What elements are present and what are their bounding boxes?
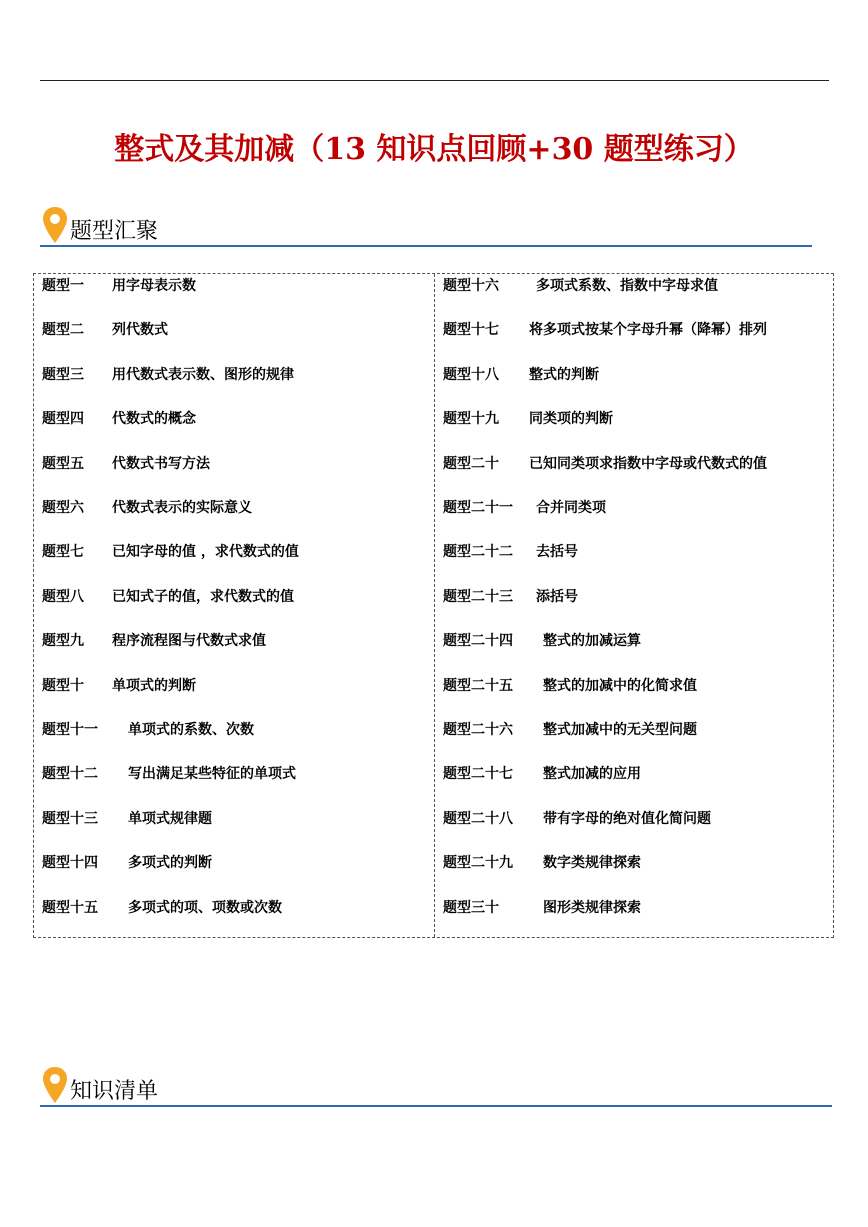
question-type-name: 多项式系数、指数中字母求值 [536,278,718,294]
question-type-name: 已知字母的值 ，求代数式的值 [112,544,299,561]
question-type-number: 题型十四 [42,855,98,872]
question-type-name: 单项式的判断 [112,677,196,694]
question-type-number: 题型二十二 [443,544,513,561]
question-type-name: 单项式的系数、次数 [128,722,254,738]
question-type-number: 题型二十八 [443,810,513,827]
question-type-name: 用字母表示数 [112,278,196,294]
question-type-name: 列代数式 [112,322,168,339]
section-title-types: 题型汇聚 [70,219,159,244]
question-type-number: 题型十五 [42,899,98,916]
question-type-name: 多项式的判断 [128,855,212,872]
question-type-name: 带有字母的绝对值化简问题 [543,810,711,827]
question-type-number: 题型二十四 [443,633,513,650]
question-type-number: 题型十二 [42,766,98,783]
question-type-name: 代数式的概念 [112,411,196,428]
question-type-number: 题型二十一 [443,500,513,516]
question-type-name: 整式的加减运算 [543,633,641,650]
section-underline [40,245,812,247]
question-type-name: 同类项的判断 [529,411,613,428]
question-type-name: 整式加减中的无关型问题 [543,722,697,738]
section-heading-types [40,205,812,247]
question-type-name: 多项式的项、项数或次数 [128,899,282,916]
question-type-name: 已知式子的值，求代数式的值 [112,588,294,605]
question-type-number: 题型二十六 [443,722,513,738]
question-types-table [33,273,834,938]
question-type-number: 题型一 [42,278,84,294]
map-pin-icon [40,1065,70,1105]
question-type-number: 题型十 [42,677,84,694]
question-type-number: 题型二十七 [443,766,513,783]
question-type-number: 题型十三 [42,810,98,827]
header-rule [40,80,829,81]
question-type-number: 题型十九 [443,411,499,428]
question-type-name: 已知同类项求指数中字母或代数式的值 [529,455,767,472]
question-type-name: 添括号 [536,588,578,605]
page-title: 整式及其加减（13 知识点回顾+30 题型练习） [114,132,754,167]
question-type-number: 题型二十 [443,455,499,472]
question-type-number: 题型五 [42,455,84,472]
question-type-number: 题型十八 [443,366,499,383]
section-underline [40,1105,832,1107]
question-type-number: 题型三 [42,366,84,383]
question-type-number: 题型二十五 [443,677,513,694]
question-type-number: 题型七 [42,544,84,561]
question-type-number: 题型二十九 [443,855,513,872]
question-type-number: 题型九 [42,633,84,650]
question-type-number: 题型十六 [443,278,499,294]
question-type-name: 程序流程图与代数式求值 [112,633,266,650]
question-type-name: 写出满足某些特征的单项式 [128,766,296,783]
question-type-name: 整式的加减中的化简求值 [543,677,697,694]
question-type-number: 题型六 [42,500,84,516]
question-type-number: 题型四 [42,411,84,428]
question-type-name: 整式的判断 [529,366,599,383]
question-type-number: 题型十七 [443,322,499,339]
question-type-number: 题型十一 [42,722,98,738]
question-type-name: 代数式书写方法 [112,455,210,472]
question-type-name: 数字类规律探索 [543,855,641,872]
section-heading-knowledge [40,1065,832,1107]
question-type-name: 代数式表示的实际意义 [112,500,252,516]
question-type-number: 题型八 [42,588,84,605]
question-type-name: 去括号 [536,544,578,561]
question-type-name: 合并同类项 [536,500,606,516]
question-type-name: 图形类规律探索 [543,899,641,916]
question-type-name: 用代数式表示数、图形的规律 [112,366,294,383]
column-divider [434,274,435,937]
section-title-knowledge: 知识清单 [70,1079,159,1104]
question-type-number: 题型二十三 [443,588,513,605]
question-type-number: 题型三十 [443,899,499,916]
question-type-number: 题型二 [42,322,84,339]
map-pin-icon [40,205,70,245]
question-type-name: 单项式规律题 [128,810,212,827]
question-type-name: 将多项式按某个字母升幂（降幂）排列 [529,322,767,339]
question-type-name: 整式加减的应用 [543,766,641,783]
